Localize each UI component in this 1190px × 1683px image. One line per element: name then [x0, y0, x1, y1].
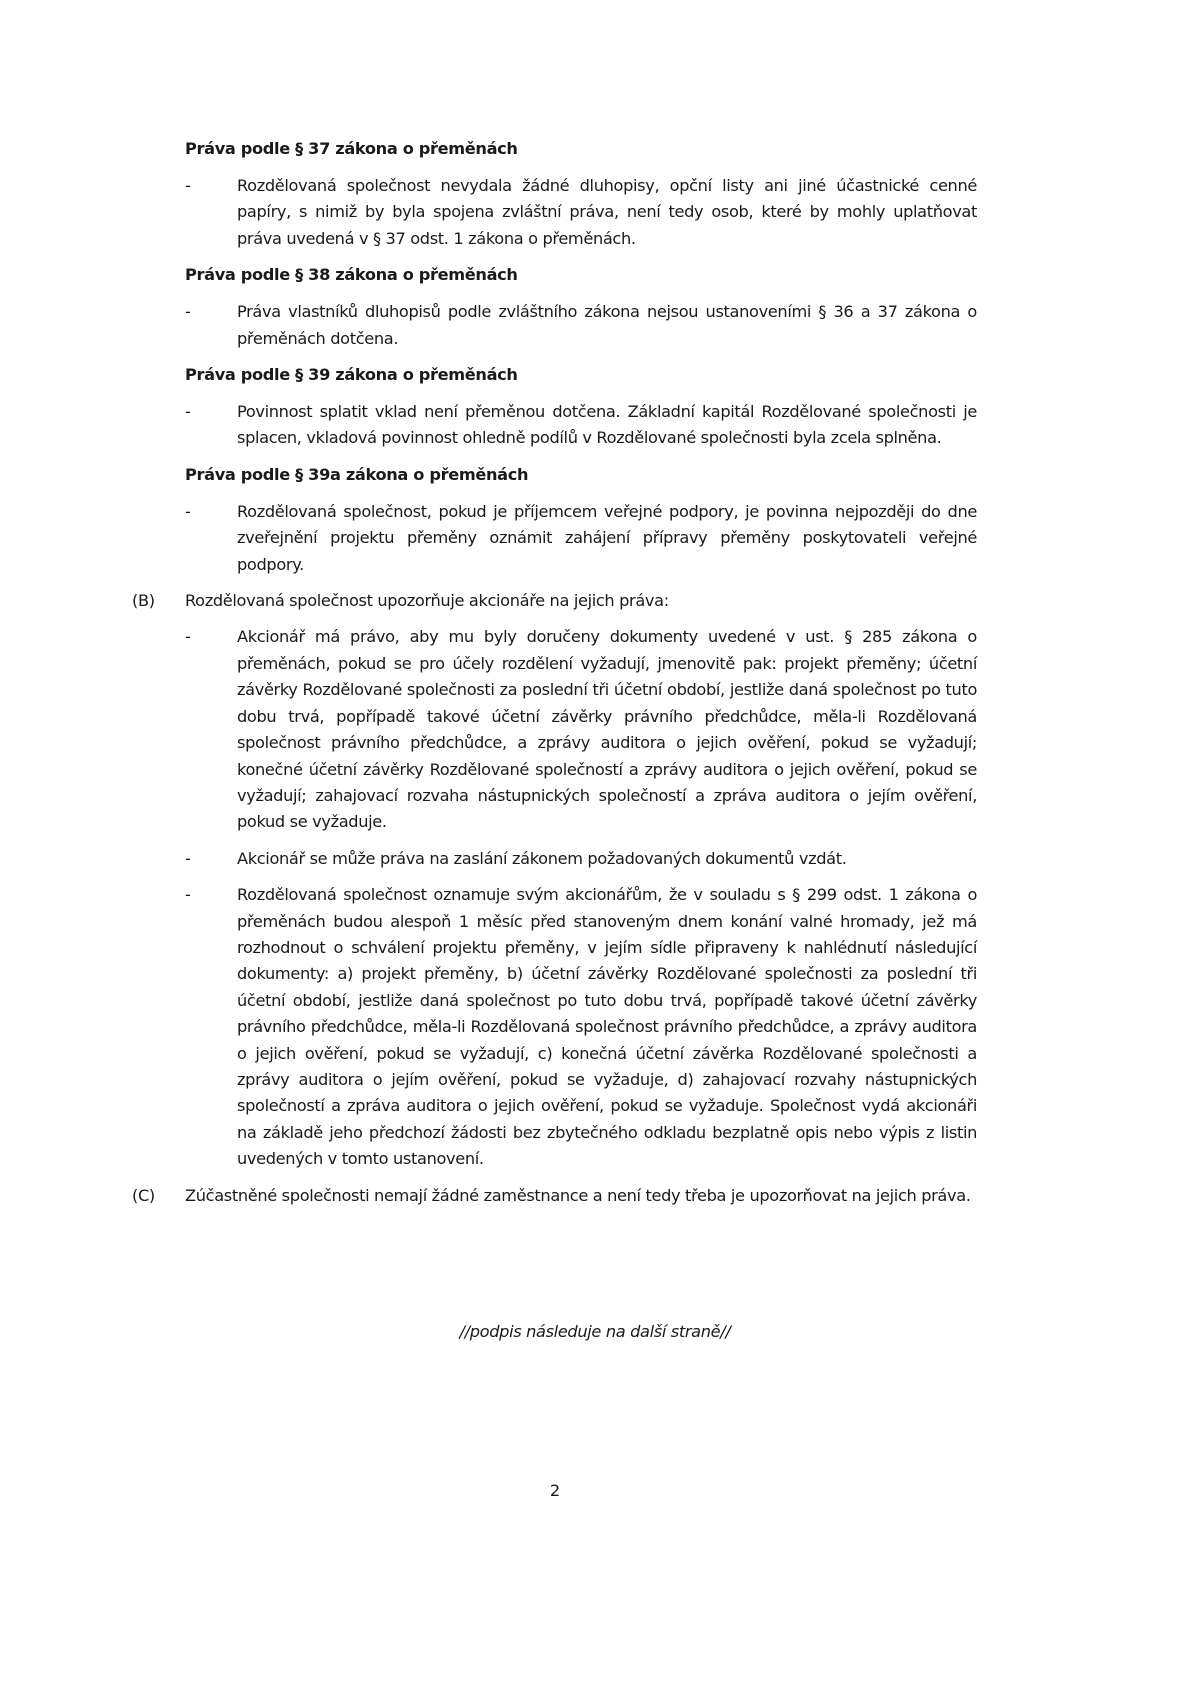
section-heading: Práva podle § 38 zákona o přeměnách [185, 265, 518, 285]
point-letter: (C) [132, 1185, 155, 1205]
section-par-38 [185, 262, 977, 352]
list-item-text: Akcionář se může práva na zaslání zákonem požadovaných dokumentů vzdát. [237, 848, 847, 868]
list-item-text: Povinnost splatit vklad není přeměnou dotčena. Základní kapitál Rozdělované společnosti je splacen, vkladová povinnost ohledně podílů v Rozdělované společnosti byla zcela splněna. [237, 402, 977, 448]
section-heading: Práva podle § 37 zákona o přeměnách [185, 139, 518, 158]
list-item [185, 499, 977, 578]
bullet-dash: - [185, 501, 191, 521]
bullet-dash: - [185, 302, 191, 322]
section-heading: Práva podle § 39 zákona o přeměnách [185, 365, 518, 385]
document-body [132, 136, 977, 1219]
list-item [185, 624, 977, 835]
list-item [185, 173, 977, 252]
point-b-list [185, 624, 977, 1172]
bullet-dash: - [185, 176, 191, 195]
page-number: 2 [549, 1481, 561, 1500]
point-letter: (B) [132, 591, 155, 611]
bullet-dash: - [185, 885, 191, 905]
section-heading: Práva podle § 39a zákona o přeměnách [185, 464, 529, 484]
point-text: Zúčastněné společnosti nemají žádné zaměstnance a není tedy třeba je upozorňovat na jejich práva. [185, 1185, 971, 1205]
bullet-dash: - [185, 627, 191, 647]
point-b [132, 588, 977, 614]
list-item-text: Akcionář má právo, aby mu byly doručeny dokumenty uvedené v ust. § 285 zákona o přeměnách, pokud se pro účely rozdělení vyžadují, jmenovitě pak: projekt přeměny; účetní závěrky Rozdělované společnosti za poslední tři účetní období, jestliže daná společnost po tuto dobu trvá, popřípadě takové účetní závěrky právního předchůdce, měla-li Rozdělovaná společnost právního předchůdce, a zprávy auditora o jejich ověření, pokud se vyžadují; konečné účetní závěrky Rozdělované společností a zprávy auditora o jejich ověření, pokud se vyžadují; zahajovací rozvaha nástupnických společností a zpráva auditora o jejím ověření, pokud se vyžaduje. [237, 627, 977, 832]
bullet-dash: - [185, 848, 191, 868]
list-item-text: Práva vlastníků dluhopisů podle zvláštního zákona nejsou ustanoveními § 36 a 37 zákona o přeměnách dotčena. [237, 302, 977, 348]
section-par-37 [185, 136, 977, 252]
section-par-39a [185, 462, 977, 578]
list-item [185, 299, 977, 352]
signature-note: //podpis následuje na další straně// [459, 1322, 731, 1341]
point-c [132, 1183, 977, 1209]
list-item [185, 399, 977, 452]
bullet-dash: - [185, 402, 191, 422]
list-item-text: Rozdělovaná společnost, pokud je příjemcem veřejné podpory, je povinna nejpozději do dne zveřejnění projektu přeměny oznámit zahájení přípravy přeměny poskytovateli veřejné podpory. [237, 501, 977, 574]
list-item [185, 882, 977, 1172]
section-par-39 [185, 362, 977, 452]
list-item [185, 846, 977, 872]
point-text: Rozdělovaná společnost upozorňuje akcionáře na jejich práva: [185, 591, 669, 611]
list-item-text: Rozdělovaná společnost nevydala žádné dluhopisy, opční listy ani jiné účastnické cenné papíry, s nimiž by byla spojena zvláštní práva, není tedy osob, které by mohly uplatňovat práva uvedená v § 37 odst. 1 zákona o přeměnách. [237, 176, 977, 248]
list-item-text: Rozdělovaná společnost oznamuje svým akcionářům, že v souladu s § 299 odst. 1 zákona o přeměnách budou alespoň 1 měsíc před stanoveným dnem konání valné hromady, jež má rozhodnout o schválení projektu přeměny, v jejím sídle připraveny k nahlédnutí následující dokumenty: a) projekt přeměny, b) účetní závěrky Rozdělované společnosti za poslední tři účetní období, jestliže daná společnost po tuto dobu trvá, popřípadě takové účetní závěrky právního předchůdce, měla-li Rozdělovaná společnost právního předchůdce, a zprávy auditora o jejich ověření, pokud se vyžadují, c) konečná účetní závěrka Rozdělované společnosti a zprávy auditora o jejím ověření, pokud se vyžaduje, d) zahajovací rozvahy nástupnických společností a zpráva auditora o jejich ověření, pokud se vyžaduje. Společnost vydá akcionáři na základě jeho předchozí žádosti bez zbytečného odkladu bezplatně opis nebo výpis z listin uvedených v tomto ustanovení. [237, 885, 977, 1169]
